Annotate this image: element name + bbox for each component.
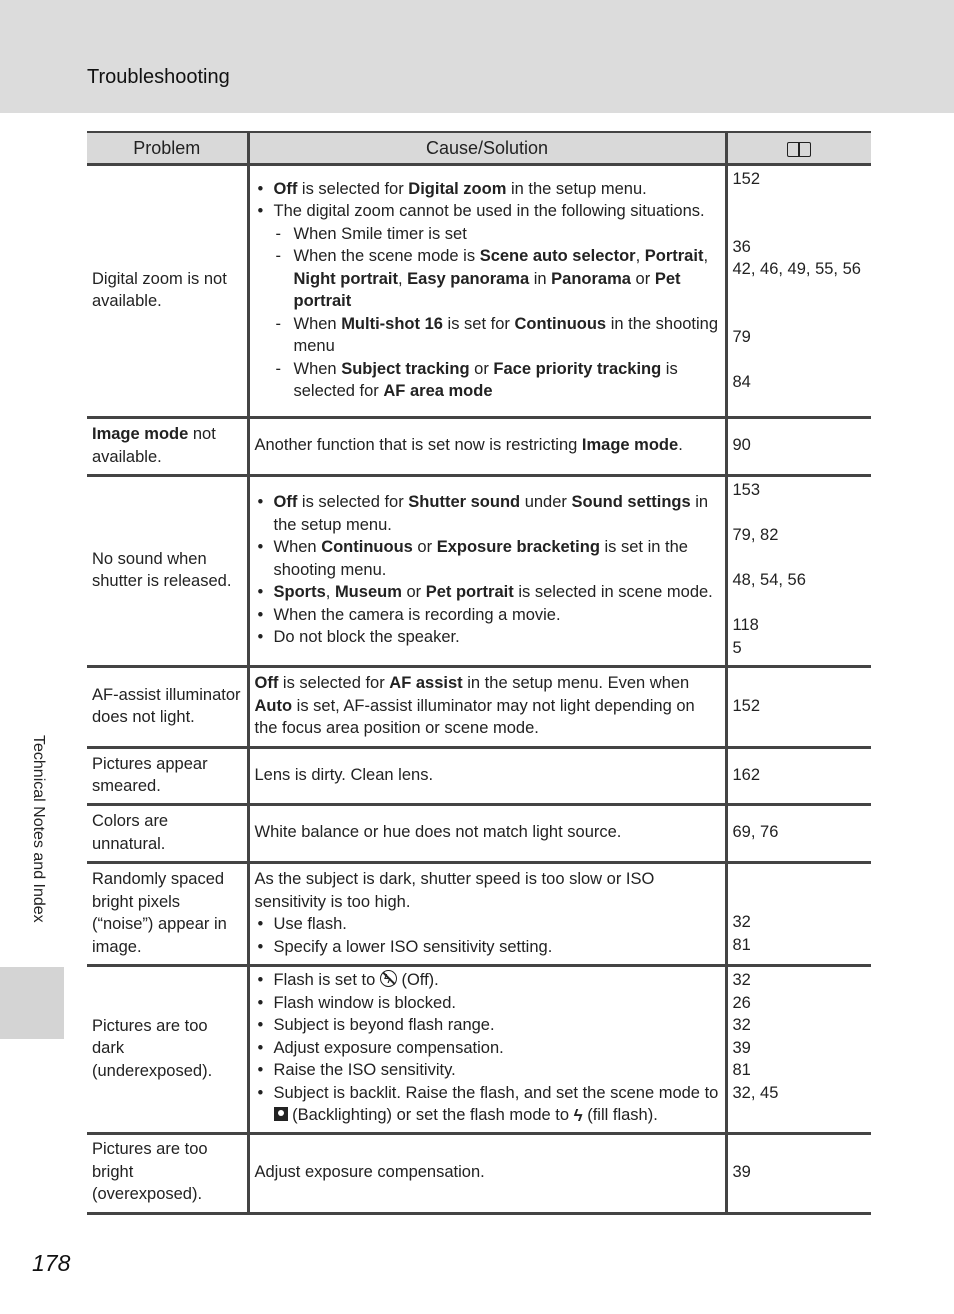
page-ref-cell: 153 79, 82 48, 54, 56 118 5 (726, 476, 871, 667)
side-tab (0, 967, 64, 1039)
cause-intro: As the subject is dark, shutter speed is too slow or ISO sensitivity is too high. (254, 870, 655, 911)
list-item: - When Subject tracking or Face priority tracking is selected for AF area mode (255, 358, 720, 403)
flash-off-icon (380, 970, 397, 987)
page-ref-cell: 69, 76 (726, 805, 871, 863)
column-header-problem: Problem (87, 132, 248, 165)
backlight-icon (274, 1107, 288, 1121)
page-ref-cell: 152 36 42, 46, 49, 55, 56 79 84 (726, 165, 871, 418)
problem-cell: Pictures are too dark (underexposed). (87, 966, 248, 1134)
cause-list (255, 178, 720, 403)
problem-cell: Image mode not available. (87, 418, 248, 476)
page-ref-cell: 32 81 (726, 863, 871, 966)
list-item: • Use flash. (255, 913, 720, 936)
fill-flash-icon: ϟ (573, 1106, 583, 1125)
list-item: • Sports, Museum or Pet portrait is selected in scene mode. (255, 581, 720, 604)
problem-cell: AF-assist illuminator does not light. (87, 667, 248, 748)
list-item: • When the camera is recording a movie. (255, 604, 720, 627)
cause-list (255, 913, 720, 958)
section-title: Troubleshooting (87, 66, 230, 88)
problem-cell: Pictures are too bright (overexposed). (87, 1133, 248, 1213)
table-header-row (87, 132, 871, 165)
book-icon (787, 141, 811, 157)
list-item: • Raise the ISO sensitivity. (255, 1059, 720, 1082)
list-item: • Off is selected for Digital zoom in the setup menu. (255, 178, 720, 201)
problem-cell: Randomly spaced bright pixels (“noise”) appear in image. (87, 863, 248, 966)
table-row (87, 165, 871, 418)
problem-cell: No sound when shutter is released. (87, 476, 248, 667)
table-row (87, 1133, 871, 1213)
page-ref-cell: 90 (726, 418, 871, 476)
list-item: • Specify a lower ISO sensitivity setting. (255, 936, 720, 959)
cause-cell: White balance or hue does not match light source. (248, 805, 726, 863)
table-row (87, 418, 871, 476)
page-ref-cell: 152 (726, 667, 871, 748)
page-ref-cell: 162 (726, 748, 871, 805)
cause-list (255, 491, 720, 649)
cause-cell: Another function that is set now is restricting Image mode. (248, 418, 726, 476)
cause-cell: Lens is dirty. Clean lens. (248, 748, 726, 805)
problem-cell: Pictures appear smeared. (87, 748, 248, 805)
list-item: • When Continuous or Exposure bracketing is set in the shooting menu. (255, 536, 720, 581)
table-row (87, 748, 871, 805)
side-tab-label: Technical Notes and Index (30, 735, 47, 923)
cause-cell: Adjust exposure compensation. (248, 1133, 726, 1213)
page-ref-cell: 32 26 32 39 81 32, 45 (726, 966, 871, 1134)
list-item: • Subject is beyond flash range. (255, 1014, 720, 1037)
list-item: • Off is selected for Shutter sound under Sound settings in the setup menu. (255, 491, 720, 536)
table-row (87, 805, 871, 863)
list-item: • Flash is set to ϟ (Off). (255, 969, 720, 992)
cause-list (255, 969, 720, 1128)
list-item: • The digital zoom cannot be used in the following situations. - When Smile timer is set - When the scene mode is Scene auto selector, Portrait, Night portrait, Easy panorama in Panorama or Pet portrait - When Multi-shot 16 is set for Continuous in the shooting menu - When Subject tracking or Face priority tracking is selected for AF area mode (255, 200, 720, 403)
list-item: - When the scene mode is Scene auto selector, Portrait, Night portrait, Easy panorama in Panorama or Pet portrait (255, 245, 720, 313)
cause-cell (248, 165, 726, 418)
list-item: • Do not block the speaker. (255, 626, 720, 649)
header-band (0, 0, 954, 113)
troubleshooting-table (87, 131, 871, 1215)
list-item: • Adjust exposure compensation. (255, 1037, 720, 1060)
list-item: - When Smile timer is set (255, 223, 720, 246)
table-row (87, 863, 871, 966)
column-header-cause: Cause/Solution (248, 132, 726, 165)
page-ref-cell: 39 (726, 1133, 871, 1213)
problem-cell: Colors are unnatural. (87, 805, 248, 863)
list-item: • Subject is backlit. Raise the flash, and set the scene mode to (Backlighting) or set the flash mode to ϟ (fill flash). (255, 1082, 720, 1128)
table-row (87, 476, 871, 667)
table-row (87, 966, 871, 1134)
list-item: - When Multi-shot 16 is set for Continuous in the shooting menu (255, 313, 720, 358)
problem-cell: Digital zoom is not available. (87, 165, 248, 418)
page-number: 178 (32, 1250, 71, 1276)
sub-list (255, 223, 720, 403)
column-header-page-ref (726, 132, 871, 165)
cause-cell (248, 863, 726, 966)
cause-cell (248, 966, 726, 1134)
table-row (87, 667, 871, 748)
list-item: • Flash window is blocked. (255, 992, 720, 1015)
cause-cell (248, 476, 726, 667)
cause-cell: Off is selected for AF assist in the setup menu. Even when Auto is set, AF-assist illuminator may not light depending on the focus area position or scene mode. (248, 667, 726, 748)
